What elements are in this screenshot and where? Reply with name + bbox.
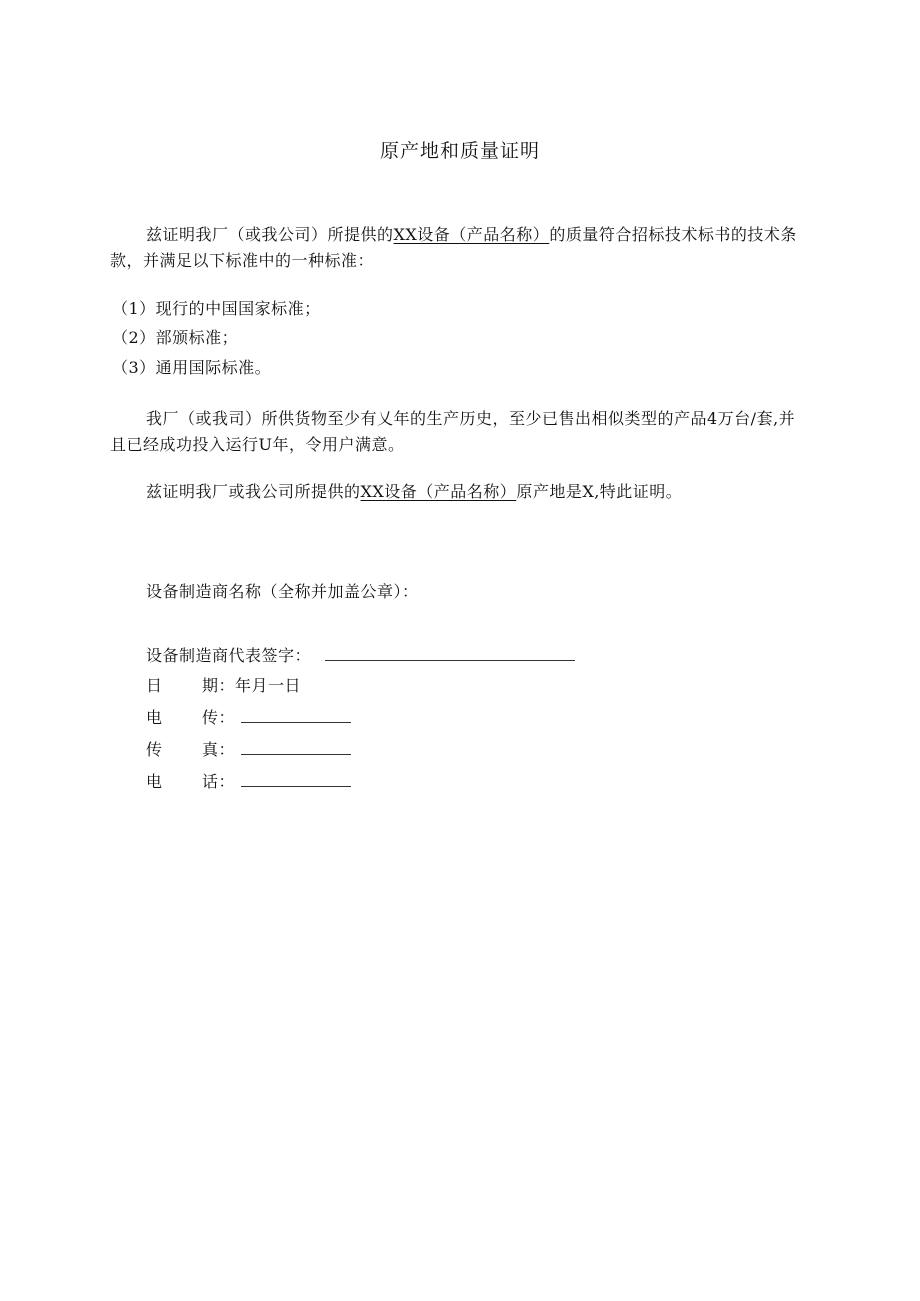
paragraph-origin bbox=[110, 479, 810, 505]
standard-item-3: （3）通用国际标准。 bbox=[112, 358, 272, 377]
fax-label-char-1: 电 bbox=[146, 708, 163, 727]
product-name-underlined: XX设备（产品名称） bbox=[360, 482, 517, 501]
paragraph-quality bbox=[110, 222, 810, 274]
paragraph-quality-text-a: 兹证明我厂（或我公司）所提供的 bbox=[146, 225, 394, 244]
date-label-char-1: 日 bbox=[146, 676, 163, 695]
paragraph-origin-text-a: 兹证明我厂或我公司所提供的 bbox=[146, 482, 361, 501]
product-name-underlined: XX设备（产品名称） bbox=[393, 225, 550, 244]
document-title: 原产地和质量证明 bbox=[379, 140, 540, 162]
paragraph-quality-text-b: 的质量符合招标技术标书的技术条款，并满足以下标准中的一种标准： bbox=[110, 225, 797, 270]
signature-label: 设备制造商代表签字： bbox=[146, 646, 312, 665]
phone-label-char-2: 话： bbox=[202, 772, 236, 791]
fax-label-char-2: 传： bbox=[202, 708, 236, 727]
phone-label-char-1: 电 bbox=[146, 772, 163, 791]
telefax-label-char-2: 真： bbox=[202, 740, 236, 759]
signature-row bbox=[146, 644, 575, 667]
signature-blank-line[interactable] bbox=[325, 644, 575, 661]
maker-name-label: 设备制造商名称（全称并加盖公章）： bbox=[146, 582, 419, 601]
phone-blank-line[interactable] bbox=[241, 770, 351, 787]
paragraph-history: 我厂（或我司）所供货物至少有乂年的生产历史，至少已售出相似类型的产品4万台/套,并且已经成功投入运行U年，令用户满意。 bbox=[110, 409, 796, 454]
phone-row bbox=[146, 770, 351, 793]
date-label-char-2: 期： bbox=[202, 676, 236, 695]
standard-item-1: （1）现行的中国国家标准； bbox=[112, 299, 321, 318]
fax-row bbox=[146, 706, 351, 729]
telefax-label-char-1: 传 bbox=[146, 740, 163, 759]
paragraph-origin-text-b: 原产地是X,特此证明。 bbox=[516, 482, 683, 501]
standard-item-2: （2）部颁标准； bbox=[112, 328, 239, 347]
date-row bbox=[146, 675, 301, 697]
date-value: 年月一日 bbox=[235, 676, 302, 695]
telefax-row bbox=[146, 738, 351, 761]
telefax-blank-line[interactable] bbox=[241, 738, 351, 755]
fax-blank-line[interactable] bbox=[241, 706, 351, 723]
